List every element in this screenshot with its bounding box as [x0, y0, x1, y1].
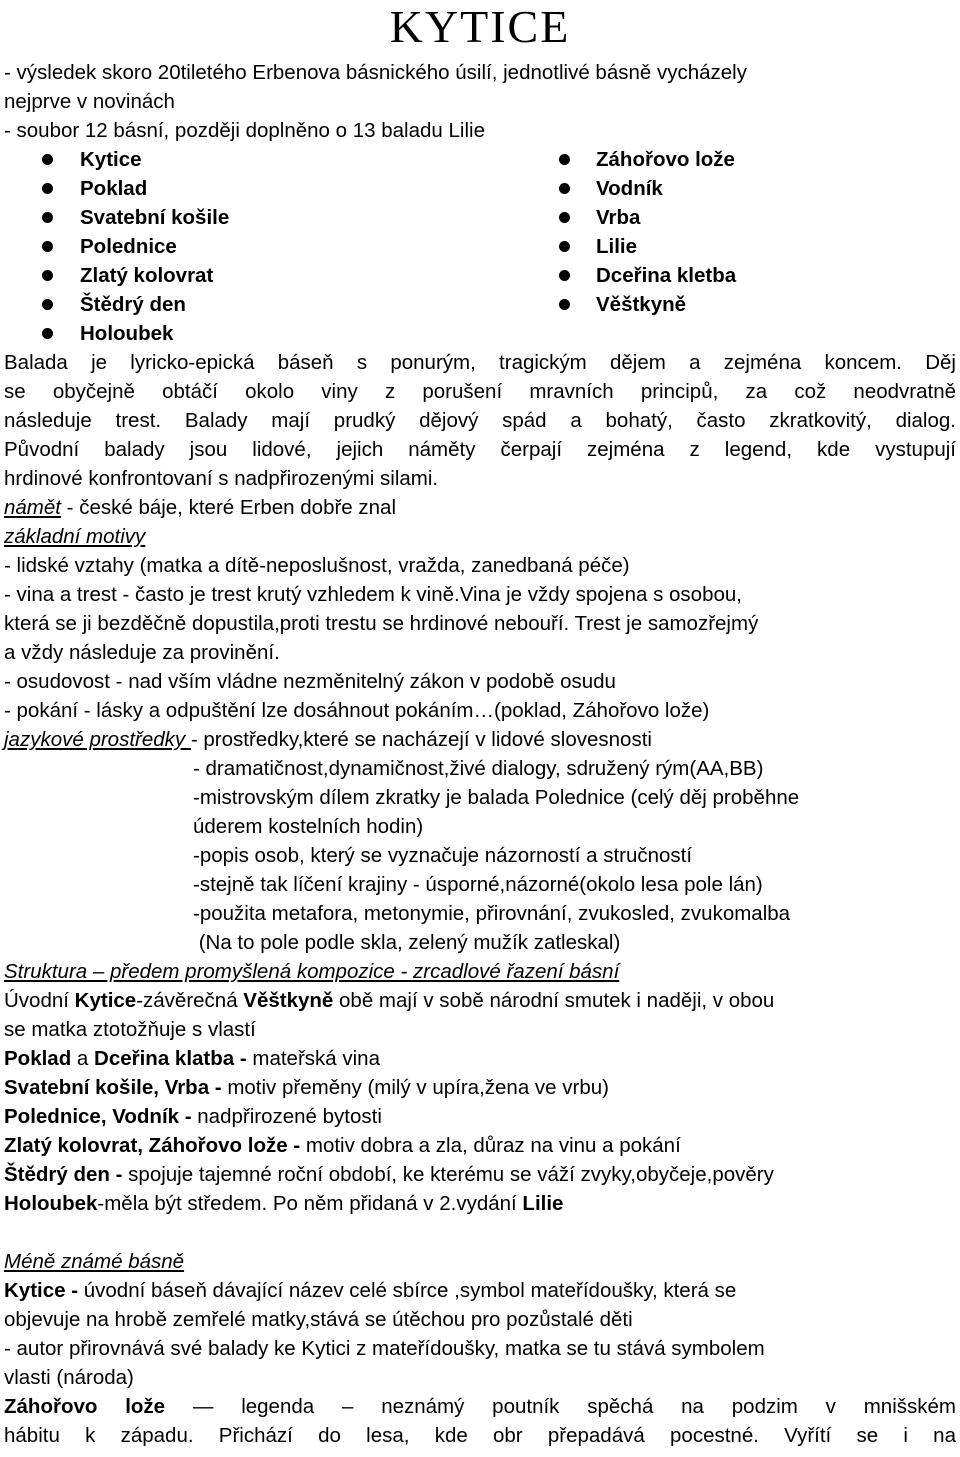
jazyk-item: -stejně tak líčení krajiny - úsporné,názorné(okolo lesa pole lán) — [193, 873, 763, 896]
jazyk-item: - dramatičnost,dynamičnost,živé dialogy, sdružený rým(AA,BB) — [193, 757, 764, 780]
mene-line: - autor přirovnává své balady ke Kytici z mateřídoušky, matka se tu stává symbolem — [4, 1337, 765, 1360]
namet-label: námět — [4, 496, 61, 519]
motivy-line: a vždy následuje za provinění. — [4, 641, 280, 664]
bullet-icon — [42, 154, 53, 165]
poem-item: Věštkyně — [596, 293, 687, 316]
bullet-icon — [42, 212, 53, 223]
mene-line: objevuje na hrobě zemřelé matky,stává se útěchou pro pozůstalé děti — [4, 1308, 633, 1331]
namet-line — [4, 493, 396, 522]
text-span: -měla být středem. Po něm přidaná v 2.vydání — [97, 1192, 523, 1215]
motivy-line: - vina a trest - často je trest krutý vzhledem k vině.Vina je vždy spojena s osobou, — [4, 583, 742, 606]
pair-line — [4, 1131, 681, 1160]
bullet-icon — [42, 328, 53, 339]
text-span: -závěrečná — [136, 989, 244, 1012]
text-span: mateřská vina — [246, 1047, 380, 1070]
motivy-line: - lidské vztahy (matka a dítě-neposlušnost, vražda, zanedbaná péče) — [4, 554, 630, 577]
poem-name: Kytice - — [4, 1279, 79, 1302]
poem-name: Lilie — [522, 1192, 564, 1215]
balada-line-3: následuje trest. Balady mají prudký dějový spád a bohatý, často zkratkovitý, dialog. — [4, 409, 956, 432]
poem-item: Vrba — [596, 206, 641, 229]
mene-line — [4, 1276, 736, 1305]
poem-item: Svatební košile — [80, 206, 230, 229]
bullet-icon — [42, 270, 53, 281]
pair-line — [4, 1102, 382, 1131]
namet-text: - české báje, které Erben dobře znal — [60, 496, 397, 519]
poem-name: Zlatý kolovrat, Záhořovo lože - — [4, 1134, 301, 1157]
poem-name: Kytice — [74, 989, 137, 1012]
mene-line: hábitu k západu. Přichází do lesa, kde obr přepadává pocestné. Vyřítí se i na — [4, 1424, 956, 1447]
mene-line: vlasti (národa) — [4, 1366, 134, 1389]
poem-item: Poklad — [80, 177, 148, 200]
poem-name: Poklad — [4, 1047, 72, 1070]
intro-line-1: - výsledek skoro 20tiletého Erbenova básnického úsilí, jednotlivé básně vycházely — [4, 61, 747, 84]
bullet-icon — [559, 299, 570, 310]
poem-item: Vodník — [596, 177, 663, 200]
pair-line — [4, 1073, 609, 1102]
text-span: — legenda – neznámý poutník spěchá na podzim v mnišském — [165, 1395, 956, 1418]
motivy-heading: základní motivy — [4, 525, 146, 548]
holoubek-line — [4, 1189, 563, 1218]
jazyk-item: -popis osob, který se vyznačuje názorností a stručností — [193, 844, 693, 867]
struktura-heading: Struktura – předem promyšlená kompozice - zrcadlové řazení básní — [4, 960, 620, 983]
motivy-line: - pokání - lásky a odpuštění lze dosáhnout pokáním…(poklad, Záhořovo lože) — [4, 699, 710, 722]
poem-item: Dceřina kletba — [596, 264, 737, 287]
text-span: motiv dobra a zla, důraz na vinu a pokání — [300, 1134, 681, 1157]
text-span: obě mají v sobě národní smutek i naději, v obou — [333, 989, 775, 1012]
text-span: nadpřirozené bytosti — [191, 1105, 382, 1128]
text-span: a — [71, 1047, 95, 1070]
bullet-icon — [559, 270, 570, 281]
bullet-icon — [42, 241, 53, 252]
jazyk-item: úderem kostelních hodin) — [193, 815, 424, 838]
poem-name: Záhořovo lože — [4, 1395, 166, 1418]
bullet-icon — [42, 299, 53, 310]
struktura-line-2: se matka ztotožňuje s vlastí — [4, 1018, 256, 1041]
bullet-icon — [559, 183, 570, 194]
balada-line-2: se obyčejně obtáčí okolo viny z porušení mravních principů, za což neodvratně — [4, 380, 956, 403]
motivy-line: - osudovost - nad vším vládne nezměnitelný zákon v podobě osudu — [4, 670, 616, 693]
poem-name: Svatební košile, Vrba - — [4, 1076, 222, 1099]
poem-item: Zlatý kolovrat — [80, 264, 214, 287]
jazyk-item: -mistrovským dílem zkratky je balada Polednice (celý děj proběhne — [193, 786, 800, 809]
mene-heading: Méně známé básně — [4, 1250, 185, 1273]
page-title: KYTICE — [389, 1, 571, 52]
text-span: Úvodní — [4, 989, 75, 1012]
text-span: úvodní báseň dávající název celé sbírce ,symbol mateřídoušky, která se — [78, 1279, 737, 1302]
text-span: spojuje tajemné roční období, ke kterému se váží zvyky,obyčeje,pověry — [122, 1163, 774, 1186]
text-span: motiv přeměny (milý v upíra,žena ve vrbu) — [221, 1076, 609, 1099]
poem-item: Holoubek — [80, 322, 174, 345]
mene-line — [4, 1392, 956, 1421]
poem-item: Štědrý den — [80, 293, 186, 316]
struktura-line-1 — [4, 986, 774, 1015]
bullet-icon — [42, 183, 53, 194]
bullet-icon — [559, 241, 570, 252]
jazyk-item: (Na to pole podle skla, zelený mužík zatleskal) — [193, 931, 621, 954]
balada-line-1: Balada je lyricko-epická báseň s ponurým, tragickým dějem a zejména koncem. Děj — [4, 351, 956, 374]
motivy-line: která se ji bezděčně dopustila,proti trestu se hrdinové nebouří. Trest je samozřejmý — [4, 612, 759, 635]
poem-item: Lilie — [596, 235, 638, 258]
poem-name: Štědrý den - — [4, 1163, 123, 1186]
poem-name: Dceřina klatba - — [94, 1047, 247, 1070]
poem-item: Záhořovo lože — [596, 148, 735, 171]
balada-line-5: hrdinové konfrontovaní s nadpřirozenými silami. — [4, 467, 439, 490]
balada-line-4: Původní balady jsou lidové, jejich náměty čerpají zejména z legend, kde vystupují — [4, 438, 956, 461]
poem-name: Věštkyně — [243, 989, 334, 1012]
poem-name: Polednice, Vodník - — [4, 1105, 192, 1128]
poem-item: Kytice — [80, 148, 142, 171]
jazyk-text: - prostředky,které se nacházejí v lidové slovesnosti — [190, 728, 652, 751]
jazyk-item: -použita metafora, metonymie, přirovnání, zvukosled, zvukomalba — [193, 902, 791, 925]
poem-name: Holoubek — [4, 1192, 98, 1215]
intro-line-3: - soubor 12 básní, později doplněno o 13 baladu Lilie — [4, 119, 485, 142]
pair-line — [4, 1160, 774, 1189]
jazyk-label: jazykové prostředky — [4, 728, 191, 751]
pair-line — [4, 1044, 380, 1073]
poem-item: Polednice — [80, 235, 177, 258]
intro-line-2: nejprve v novinách — [4, 90, 175, 113]
bullet-icon — [559, 212, 570, 223]
jazyk-line — [4, 725, 652, 754]
bullet-icon — [559, 154, 570, 165]
